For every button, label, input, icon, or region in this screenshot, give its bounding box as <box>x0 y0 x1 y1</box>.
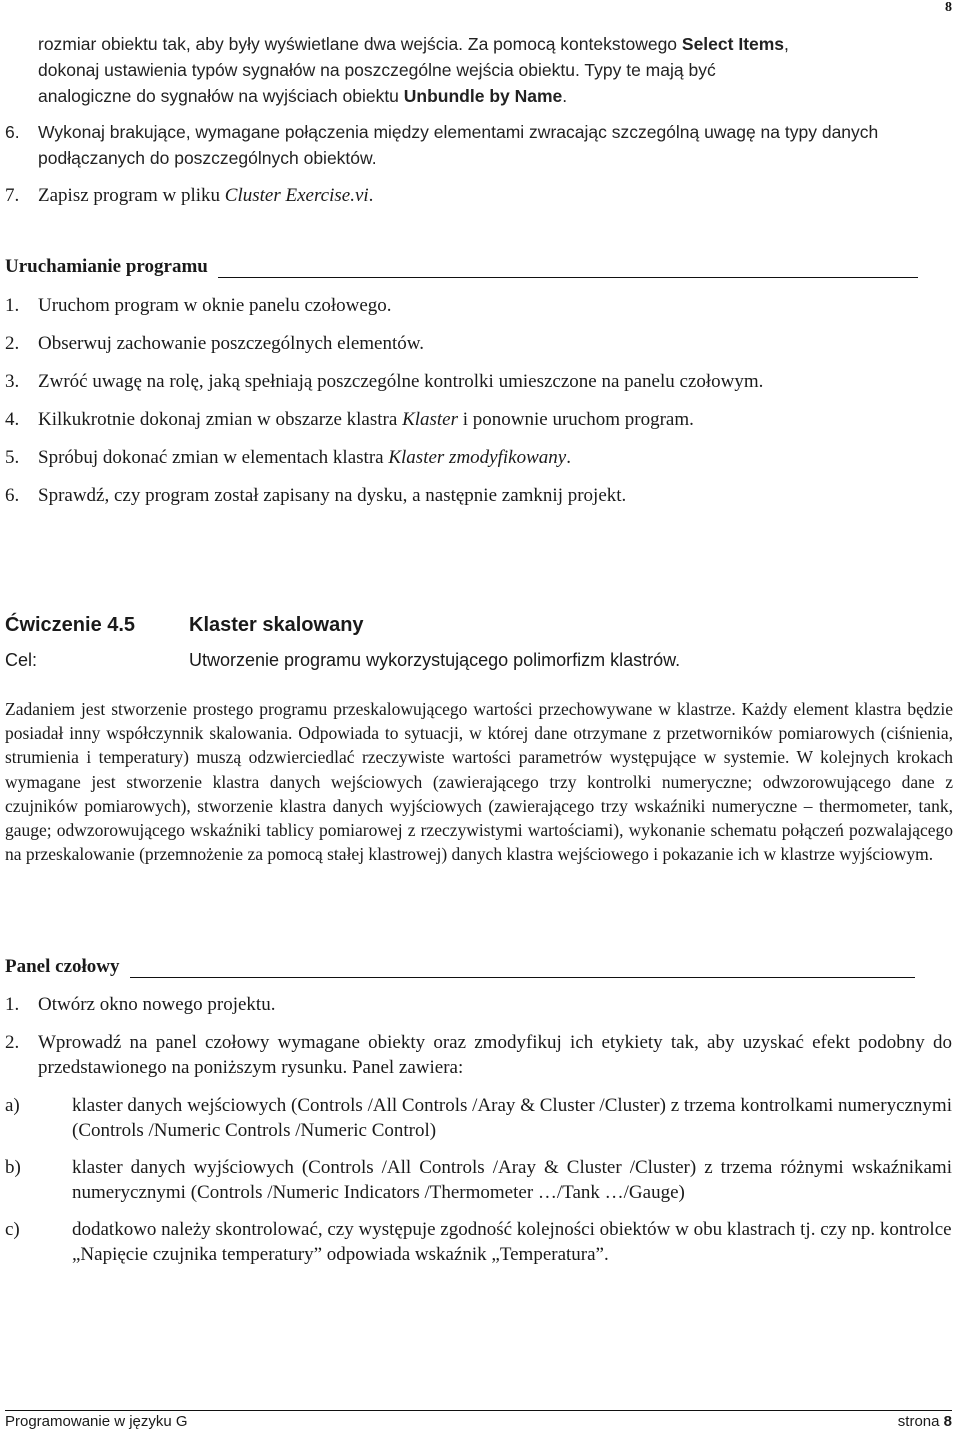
exercise-label: Ćwiczenie 4.5 <box>5 614 136 636</box>
item-number: 6. <box>5 485 20 506</box>
run-section-heading <box>5 256 960 278</box>
filename: Cluster Exercise.vi <box>224 185 369 206</box>
step-6 <box>0 119 960 171</box>
goal-label: Cel: <box>5 650 38 670</box>
step-7 <box>0 183 960 208</box>
footer-title: Programowanie w języku G <box>5 1413 188 1430</box>
sub-item-text: klaster danych wejściowych (Controls /All Controls /Aray & Cluster /Cluster) z trzema kontrolkami numerycznymi (Controls /Numeric Controls /Numeric Control) <box>72 1095 952 1141</box>
run-section-list <box>0 293 960 508</box>
goal-text: Utworzenie programu wykorzystującego polimorfizm klastrów. <box>189 650 681 670</box>
step-text-end: . <box>368 185 374 206</box>
item-number: 1. <box>5 994 20 1015</box>
intro-line1-end: , <box>784 34 789 54</box>
list-item <box>0 331 960 356</box>
cluster-name: Klaster <box>402 409 459 430</box>
item-text: Kilkukrotnie dokonaj zmian w obszarze klastra <box>38 409 403 430</box>
item-text: Spróbuj dokonać zmian w elementach klastra <box>38 447 389 468</box>
item-number: 4. <box>5 409 20 430</box>
select-items-term: Select Items <box>681 34 785 54</box>
footer-page-number: 8 <box>943 1413 952 1430</box>
footer-page <box>898 1413 952 1430</box>
sub-item-label: a) <box>5 1095 20 1116</box>
page-footer <box>5 1410 952 1430</box>
list-item <box>0 293 960 318</box>
sub-item-text: dodatkowo należy skontrolować, czy występuje zgodność kolejności obiektów w obu klastrach tj. czy np. kontrolce „Napięcie czujnika temperatury” odpowiada wskaźnik „Temperatura”. <box>72 1219 952 1265</box>
run-section-title: Uruchamianie programu <box>5 256 208 277</box>
intro-line1-text: rozmiar obiektu tak, aby były wyświetlane dwa wejścia. Za pomocą kontekstowego <box>38 34 682 54</box>
item-number: 5. <box>5 447 20 468</box>
item-text: Otwórz okno nowego projektu. <box>38 994 276 1015</box>
intro-line3-end: . <box>562 86 568 106</box>
list-item <box>0 1030 960 1080</box>
item-text-end: i ponownie uruchom program. <box>458 409 694 430</box>
item-number: 1. <box>5 295 20 316</box>
step-number: 6. <box>5 122 20 142</box>
exercise-header <box>5 614 960 637</box>
item-number: 2. <box>5 1032 20 1053</box>
sub-item-label: c) <box>5 1219 20 1240</box>
panel-section-list <box>0 992 960 1267</box>
item-text: Uruchom program w oknie panelu czołowego. <box>38 295 392 316</box>
step-text: Wykonaj brakujące, wymagane połączenia między elementami zwracając szczególną uwagę na typy danych podłączanych do poszczególnych obiektów. <box>38 122 879 168</box>
item-text: Zwróć uwagę na rolę, jaką spełniają poszczególne kontrolki umieszczone na panelu czołowym. <box>38 371 764 392</box>
page-number: 8 <box>945 0 952 15</box>
heading-rule <box>218 277 918 278</box>
cluster-name: Klaster zmodyfikowany <box>388 447 567 468</box>
intro-line2: dokonaj ustawienia typów sygnałów na poszczególne wejścia obiektu. Typy te mają być <box>38 60 716 80</box>
item-text: Sprawdź, czy program został zapisany na dysku, a następnie zamknij projekt. <box>38 485 627 506</box>
list-item <box>0 369 960 394</box>
item-text-end: . <box>566 447 571 468</box>
exercise-description: Zadaniem jest stworzenie prostego programu przeskalowującego wartości przechowywane w klastrze. Każdy element klastra będzie posiadał inny współczynnik skalowania. Odpowiada to sytuacji, w której dane otrzymane z przetworników pomiarowych (ciśnienia, strumienia i temperatury) muszą odzwierciedlać rzeczywiste wartości parametrów występujące w systemie. W kolejnych krokach wymagane jest stworzenie klastra danych wejściowych (zawierającego trzy kontrolki numeryczne; odwzorowującego dane z czujników pomiarowych), stworzenie klastra danych wyjściowych (zawierającego trzy wskaźniki numeryczne – thermometer, tank, gauge; odwzorowującego wskaźniki tablicy pomiarowej z rzeczywistymi wartościami), wykonanie schematu połączeń pozwalającego na przeskalowanie (przemnożenie za pomocą stałej klastrowej) danych klastra wejściowego i pokazanie ich w klastrze wyjściowym. <box>5 699 953 865</box>
list-item <box>0 483 960 508</box>
exercise-goal <box>5 650 960 671</box>
sub-item-text: klaster danych wyjściowych (Controls /All Controls /Aray & Cluster /Cluster) z trzema różnymi wskaźnikami numerycznymi (Controls /Numeric Indicators /Thermometer …/Tank …/Gauge) <box>72 1157 952 1203</box>
item-number: 2. <box>5 333 20 354</box>
sub-item-label: b) <box>5 1157 21 1178</box>
panel-section-title: Panel czołowy <box>5 956 120 977</box>
sub-item <box>0 1217 960 1267</box>
panel-section-heading <box>5 956 960 978</box>
sub-item <box>0 1155 960 1205</box>
item-text: Obserwuj zachowanie poszczególnych elementów. <box>38 333 425 354</box>
footer-page-label: strona <box>897 1413 944 1430</box>
unbundle-term: Unbundle by Name <box>403 86 563 106</box>
list-item <box>0 992 960 1017</box>
exercise-title: Klaster skalowany <box>189 614 364 636</box>
item-text: Wprowadź na panel czołowy wymagane obiekty oraz zmodyfikuj ich etykiety tak, aby uzyskać efekt podobny do przedstawionego na poniższym rysunku. Panel zawiera: <box>38 1032 952 1078</box>
intro-paragraph <box>38 31 953 109</box>
heading-rule <box>130 977 915 978</box>
item-number: 3. <box>5 371 20 392</box>
intro-line3-text: analogiczne do sygnałów na wyjściach obiektu <box>38 86 404 106</box>
sub-item <box>0 1093 960 1143</box>
step-number: 7. <box>5 185 20 206</box>
list-item <box>0 445 960 470</box>
list-item <box>0 407 960 432</box>
step-text: Zapisz program w pliku <box>38 185 225 206</box>
